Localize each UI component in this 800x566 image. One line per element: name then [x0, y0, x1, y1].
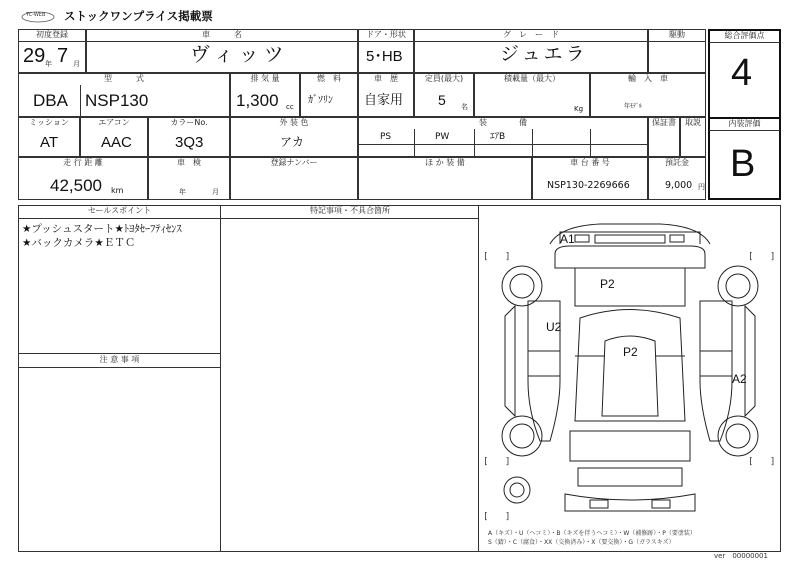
grade-label: グ レ ー ド: [503, 30, 559, 39]
svg-text:[: [: [483, 512, 489, 522]
model-prefix: DBA: [33, 91, 68, 110]
displacement-unit: cc: [286, 103, 294, 111]
mileage-unit: km: [111, 186, 124, 195]
ext-color-value: アカ: [280, 135, 304, 149]
year-model: 年ﾓﾃﾞﾙ: [624, 103, 643, 110]
mileage-value: 42,500: [50, 176, 102, 195]
svg-text:]: ]: [505, 512, 511, 522]
logo-text: TC-WEB: [26, 12, 46, 18]
caution-label: 注 意 事 項: [18, 354, 221, 368]
car-name-label: 車 名: [202, 30, 242, 39]
displacement-label: 排 気 量: [250, 74, 280, 83]
aircon-value: AAC: [101, 134, 132, 151]
model-code: NSP130: [85, 91, 149, 110]
damage-mark-u2: U2: [546, 320, 562, 334]
notes-label: 特記事項・不具合箇所: [221, 205, 479, 219]
interior-score: B: [730, 143, 756, 185]
reg-number-label: 登録ナンバー: [270, 158, 318, 167]
first-reg-month-unit: 月: [73, 60, 80, 68]
interior-score-label: 内装評価: [709, 118, 780, 131]
door-shape-label: ドア・形状: [366, 30, 406, 39]
grade-value: ジュエラ: [500, 43, 588, 65]
load-unit: Kg: [574, 105, 584, 113]
svg-text:]: ]: [770, 457, 776, 467]
mission-value: AT: [40, 134, 59, 151]
ext-color-label: 外 装 色: [279, 118, 309, 127]
sales-points-label: セールスポイント: [18, 205, 221, 219]
deposit-label: 預託金: [665, 158, 689, 167]
damage-mark-a2: A2: [732, 372, 747, 386]
first-reg-year-unit: 年: [45, 60, 52, 68]
inspection-month: 月: [212, 188, 219, 196]
deposit-unit: 円: [698, 183, 705, 191]
equipment-item: ｴｱB: [490, 132, 506, 142]
sales-point-item: ★プッシュスタート★ﾄﾖﾀｾｰﾌﾃｨｾﾝｽ: [22, 223, 182, 235]
history-value: 自家用: [364, 93, 404, 108]
legend-line-2: S（錆）・C（腐食）・XX（交換済み）・X（要交換）・G（ガラスキズ）: [488, 539, 675, 546]
equipment-item: PS: [380, 132, 392, 142]
chassis-no-label: 車 台 番 号: [570, 158, 610, 167]
import-car-label: 輸 入 車: [628, 74, 668, 83]
fuel-label: 燃 料: [317, 74, 341, 83]
svg-text:[: [: [483, 252, 489, 262]
chassis-no-value: NSP130-2269666: [547, 180, 630, 191]
drive-label: 駆動: [669, 30, 685, 39]
svg-text:]: ]: [770, 252, 776, 262]
damage-mark-p2-top: P2: [600, 277, 615, 291]
first-reg-year: 29: [23, 45, 46, 67]
model-label: 型 式: [104, 74, 144, 83]
damage-mark-a1: A1: [560, 232, 575, 246]
first-reg-label: 初度登録: [36, 30, 68, 39]
svg-text:]: ]: [505, 457, 511, 467]
warranty-label: 保証書: [652, 118, 676, 127]
mission-label: ミッション: [29, 118, 69, 127]
logo: [20, 9, 60, 23]
inspection-year: 年: [179, 188, 186, 196]
svg-text:[: [: [748, 252, 754, 262]
deposit-value: 9,000: [665, 180, 693, 191]
capacity-unit: 名: [461, 103, 468, 111]
version-label: ver 00000001: [714, 552, 768, 560]
damage-mark-p2-mid: P2: [623, 345, 638, 359]
overall-score: 4: [731, 52, 753, 94]
color-no-value: 3Q3: [175, 134, 204, 151]
manual-label: 取説: [685, 118, 701, 127]
overall-score-label: 総合評価点: [709, 30, 780, 43]
door-shape-value: 5･HB: [366, 48, 403, 65]
aircon-label: エアコン: [98, 118, 130, 127]
page-title: ストックワンプライス掲載票: [64, 9, 213, 23]
color-no-label: カラーNo.: [170, 118, 208, 127]
equipment-label: 装 備: [479, 118, 527, 127]
svg-text:]: ]: [505, 252, 511, 262]
capacity-label: 定員(最大): [424, 74, 464, 83]
equipment-item: PW: [435, 132, 450, 142]
capacity-value: 5: [438, 92, 446, 108]
displacement-value: 1,300: [236, 91, 279, 110]
svg-text:[: [: [748, 457, 754, 467]
inspection-label: 車 検: [177, 158, 201, 167]
svg-text:[: [: [483, 457, 489, 467]
load-label: 積載量（最大）: [504, 74, 560, 83]
legend-line-1: A（キズ）・U（ヘコミ）・B（キズを伴うヘコミ）・W（補修跡）・P（要塗装）: [488, 530, 696, 537]
mileage-label: 走 行 距 離: [63, 158, 103, 167]
fuel-value: ｶﾞｿﾘﾝ: [308, 95, 333, 106]
other-equipment-label: ほ か 装 備: [425, 158, 465, 167]
sales-point-item: ★バックカメラ★ＥＴＣ: [22, 237, 136, 249]
first-reg-month: 7: [57, 45, 69, 67]
car-diagram: [480, 206, 780, 551]
history-label: 車 歴: [374, 74, 398, 83]
car-name-value: ヴィッツ: [190, 42, 289, 66]
